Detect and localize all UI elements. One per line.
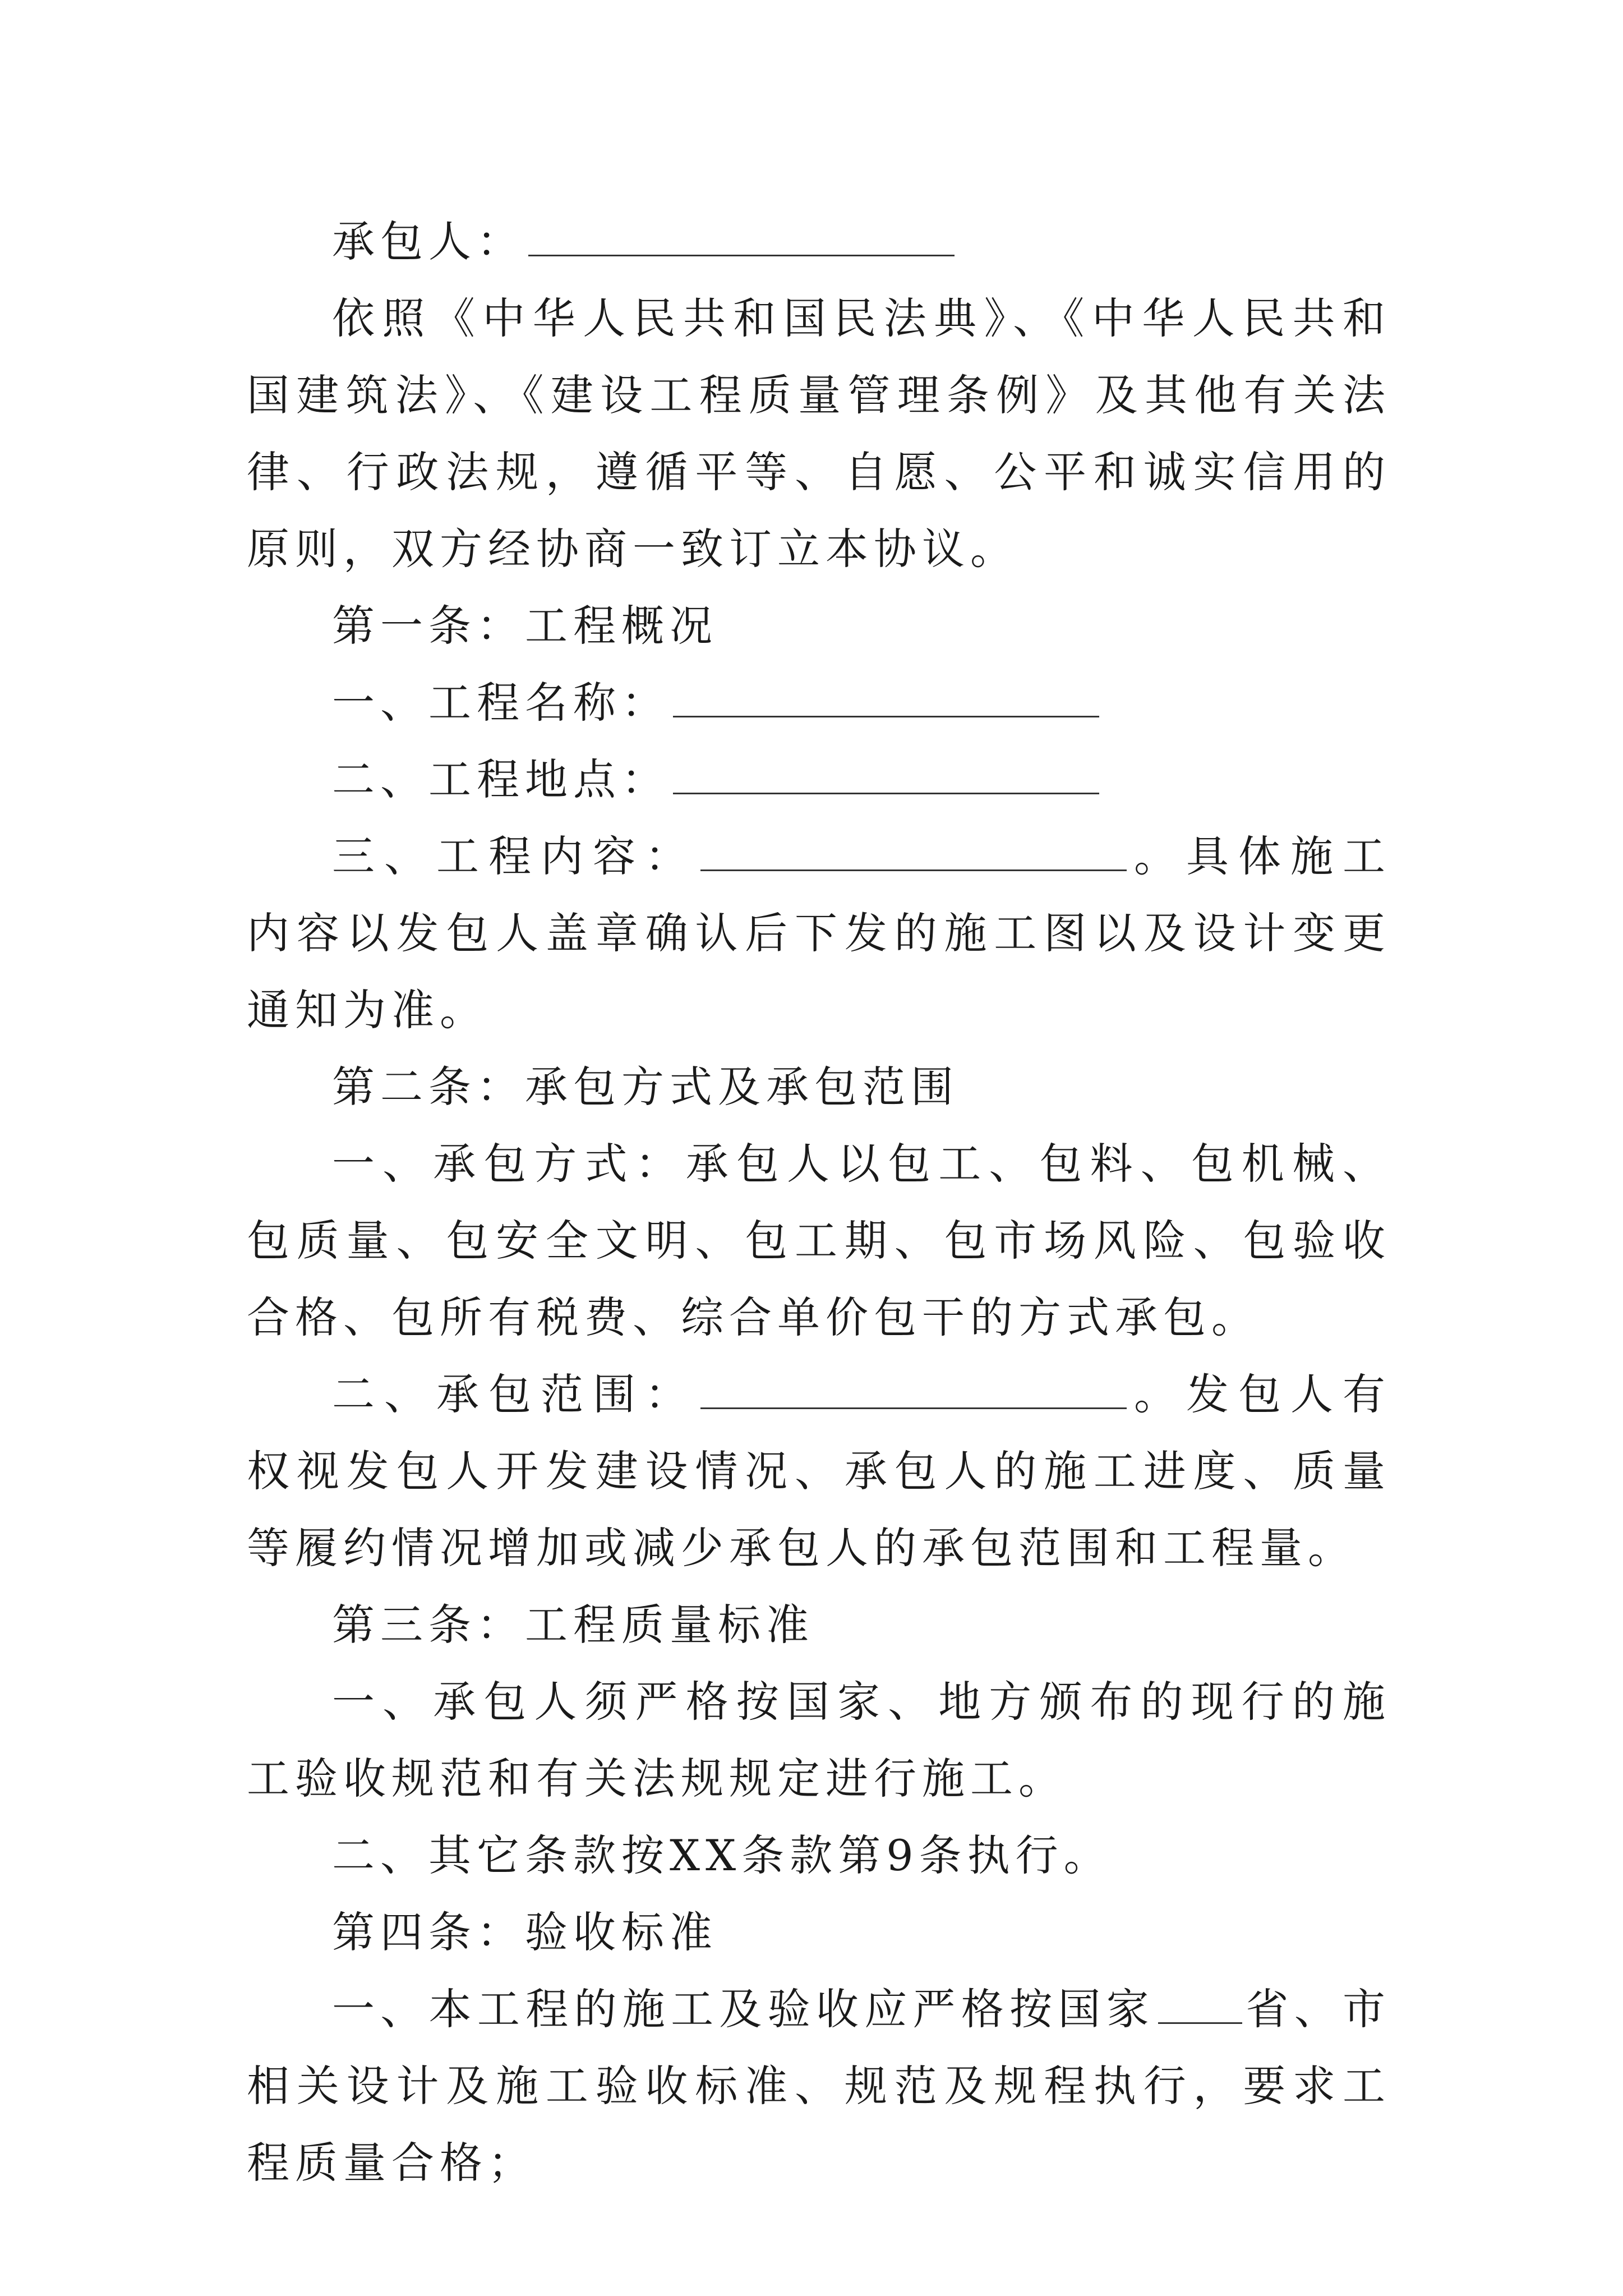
quality-item-2: 二、其它条款按XX条款第9条执行。 — [332, 1830, 1112, 1880]
project-content-blank — [700, 830, 1127, 871]
project-location-label: 二、工程地点： — [332, 754, 670, 804]
project-content-paragraph — [247, 818, 1391, 1048]
project-name-line — [247, 664, 1391, 741]
quality-item-1: 一、承包人须严格按国家、地方颁布的现行的施工验收规范和有关法规规定进行施工。 — [247, 1677, 1391, 1803]
article-4-title: 第四条：验收标准 — [332, 1907, 718, 1957]
acceptance-item-1-tail: 省、市相关设计及施工验收标准、规范及规程执行，要求工程质量合格； — [247, 1984, 1391, 2188]
article-3-title: 第三条：工程质量标准 — [332, 1600, 814, 1650]
project-name-blank — [673, 677, 1099, 717]
contractor-blank — [528, 215, 955, 256]
article-1-title: 第一条：工程概况 — [332, 601, 718, 651]
basis-paragraph: 依照《中华人民共和国民法典》、《中华人民共和国建筑法》、《建设工程质量管理条例》及其他有关法律、行政法规，遵循平等、自愿、公平和诚实信用的原则，双方经协商一致订立本协议。 — [247, 293, 1391, 574]
province-blank — [1158, 1983, 1242, 2024]
contractor-line — [247, 203, 1391, 280]
project-location-blank — [673, 753, 1099, 794]
article-2-title: 第二条：承包方式及承包范围 — [332, 1062, 959, 1112]
acceptance-item-1 — [247, 1971, 1391, 2201]
contract-scope-blank — [700, 1368, 1127, 1409]
contractor-label: 承包人： — [332, 217, 525, 266]
project-content-label: 三、工程内容： — [332, 831, 697, 881]
contract-scope-paragraph — [247, 1356, 1391, 1586]
project-location-line — [247, 741, 1391, 818]
project-content-tail: 。具体施工内容以发包人盖章确认后下发的施工图以及设计变更通知为准。 — [247, 831, 1391, 1035]
document-body — [247, 203, 1391, 2201]
contract-method-paragraph: 一、承包方式：承包人以包工、包料、包机械、包质量、包安全文明、包工期、包市场风险、包验收合格、包所有税费、综合单价包干的方式承包。 — [247, 1139, 1391, 1342]
acceptance-item-1-head: 一、本工程的施工及验收应严格按国家 — [332, 1984, 1155, 2034]
project-name-label: 一、工程名称： — [332, 678, 670, 728]
contract-scope-label: 二、承包范围： — [332, 1369, 697, 1419]
contract-scope-tail: 。发包人有权视发包人开发建设情况、承包人的施工进度、质量等履约情况增加或减少承包人的承包范围和工程量。 — [247, 1369, 1391, 1573]
